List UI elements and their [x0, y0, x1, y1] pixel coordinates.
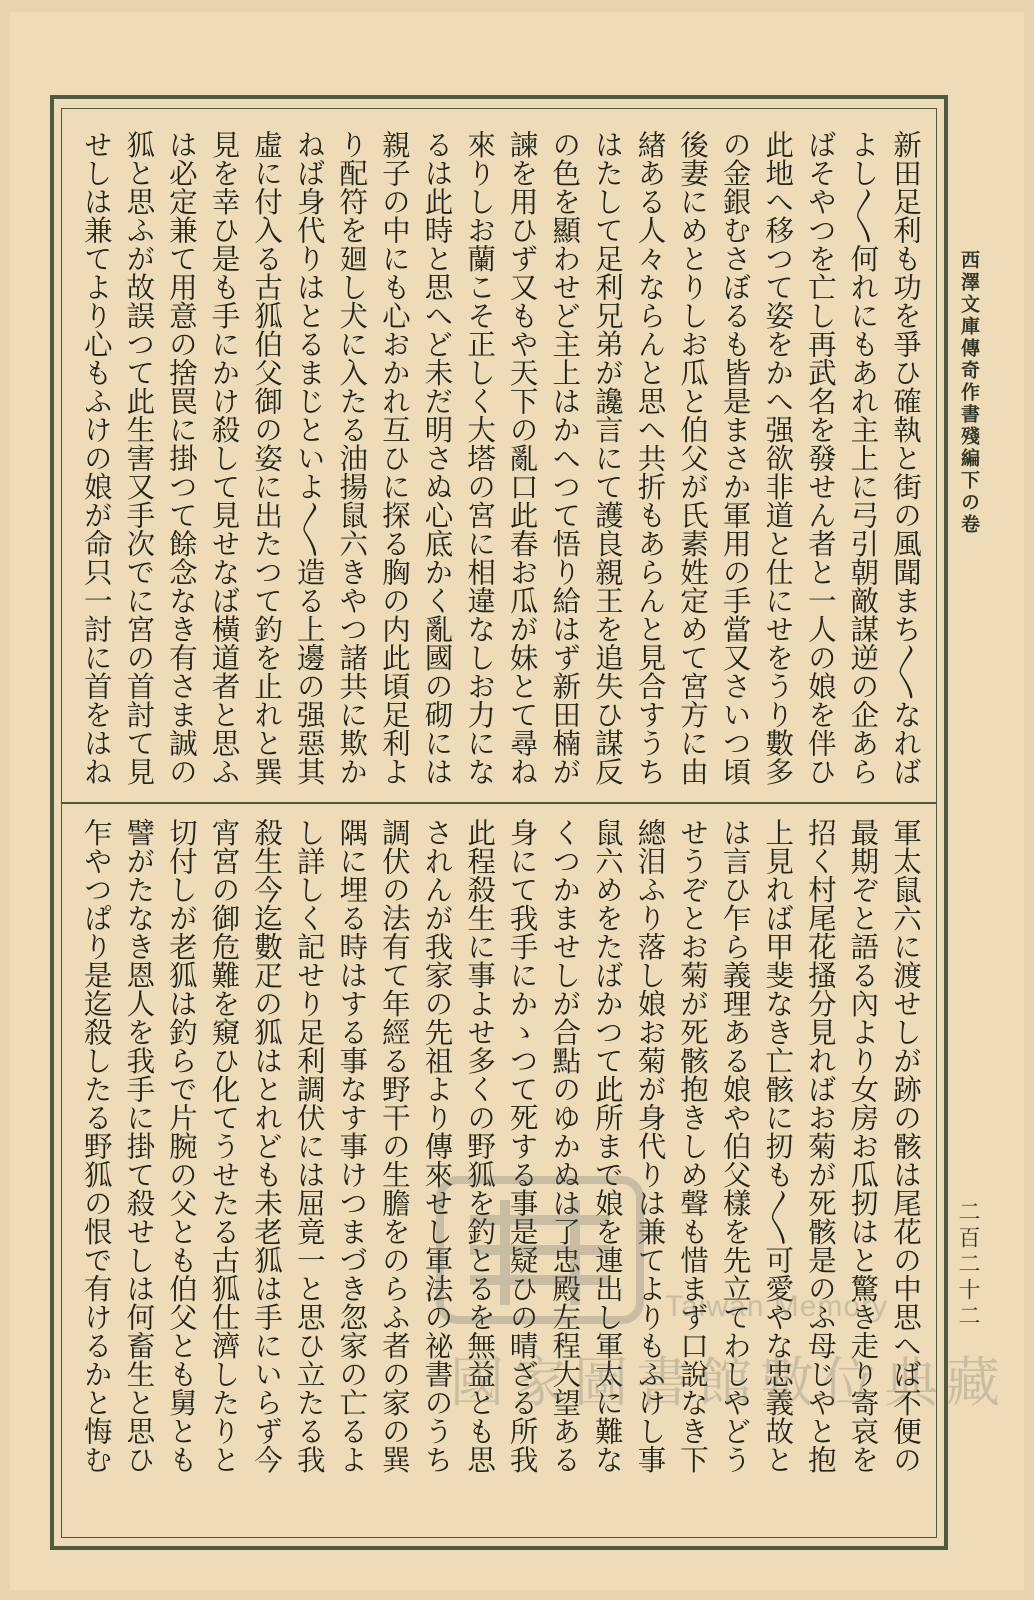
text-column: 此地へ移つて姿をかへ强欲非道と仕にせをうり數多: [761, 130, 795, 786]
text-column: 切付しが老狐は釣らで片腕の父とも伯父とも舅とも: [164, 818, 198, 1474]
text-column: されんが我家の先祖より傳來せし軍法の祕書のうち: [420, 818, 454, 1474]
text-column: 此程殺生に事よせ多くの野狐を釣とるを無益とも思: [463, 818, 497, 1474]
text-column: 最期ぞと語る內より女房お瓜扨はと驚き走り寄哀を: [846, 818, 880, 1474]
text-column: くつかませしが合點のゆかぬは了忠殿左程大望ある: [548, 818, 582, 1474]
text-column: り配符を廻し犬に入たる油揚鼠六きやつ諸共に欺か: [335, 130, 369, 786]
center-divider-rule: [61, 802, 937, 804]
text-column: はたして足利兄弟が讒言にて護良親王を追失ひ謀反: [590, 130, 624, 786]
text-column: 狐と思ふが故誤つて此生害又手次でに宮の首討て見: [122, 130, 156, 786]
text-column: 見を幸ひ是も手にかけ殺して見せなば橫道者と思ふ: [207, 130, 241, 786]
text-column: 親子の中にも心おかれ互ひに探る胸の内此頃足利よ: [377, 130, 411, 786]
text-column: ばそやつを亡し再武名を發せん者と一人の娘を伴ひ: [803, 130, 837, 786]
text-column: は必定兼て用意の捨罠に掛つて餘念なき有さま誠の: [164, 130, 198, 786]
text-column: せしは兼てより心もふけの娘が命只一討に首をはね: [79, 130, 113, 786]
text-column: ねば身代りはとるまじといよ〳〵造る上邊の强惡其: [292, 130, 326, 786]
text-column: 宵宮の御危難を窺ひ化てうせたる古狐仕濟したりと: [207, 818, 241, 1474]
text-column: 虛に付入る古狐伯父御の姿に出たつて釣を止れと巽: [250, 130, 284, 786]
page-number: 二百二十二: [955, 1200, 980, 1330]
text-column: 緖ある人々ならんと思へ共折もあらんと見合すうち: [633, 130, 667, 786]
text-column: 調伏の法有て年經る野干の生膽をのらふ者の家の巽: [377, 818, 411, 1474]
text-column: せうぞとお菊が死骸抱きしめ聲も惜まず口說なき下: [676, 818, 710, 1474]
text-column: 諫を用ひず又もや天下の亂口此春お瓜が妹とて尋ね: [505, 130, 539, 786]
text-column: 譬がたなき恩人を我手に掛て殺せしは何畜生と思ひ: [122, 818, 156, 1474]
text-column: 殺生今迄數疋の狐はとれども未老狐は手にいらず今: [250, 818, 284, 1474]
upper-text-block: [72, 130, 926, 796]
running-head: 西澤文庫傳奇作書殘編下の卷: [958, 250, 980, 536]
text-column: の金銀むさぼるも皆是まさか軍用の手當又さいつ頃: [718, 130, 752, 786]
text-column: の色を顯わせど主上はかへつて悟り給はず新田楠が: [548, 130, 582, 786]
text-column: 軍太鼠六に渡せしが跡の骸は尾花の中思へば不便の: [889, 818, 922, 1474]
text-column: 鼠六めをたばかつて此所まで娘を連出し軍太に難な: [590, 818, 624, 1474]
text-column: 乍やつぱり是迄殺したる野狐の恨で有けるかと悔む: [79, 818, 113, 1474]
watermark-english: Taiwan Memory: [665, 1290, 889, 1323]
watermark-chinese: 國家圖書館數位典藏: [450, 1351, 1008, 1414]
text-column: 總泪ふり落し娘お菊が身代りは兼てよりもふけし事: [633, 818, 667, 1474]
lower-text-block: [72, 818, 926, 1518]
text-column: 來りしお蘭こそ正しく大塔の宮に相違なしお力にな: [463, 130, 497, 786]
text-column: 後妻にめとりしお瓜と伯父が氏素姓定めて宮方に由: [676, 130, 710, 786]
text-column: し詳しく記せり足利調伏には屈竟一と思ひ立たる我: [292, 818, 326, 1474]
text-column: 上見れば甲斐なき亡骸に扨も〳〵可愛やな忠義故と: [761, 818, 795, 1474]
text-column: は言ひ乍ら義理ある娘や伯父樣を先立てわしやどう: [718, 818, 752, 1474]
text-column: 新田足利も功を爭ひ確執と街の風聞まち〳〵なれば: [889, 130, 922, 786]
text-column: 招く村尾花搔分見ればお菊が死骸是のふ母じやと抱: [803, 818, 837, 1474]
text-column: るは此時と思へど未だ明さぬ心底かく亂國の砌には: [420, 130, 454, 786]
text-column: 隅に埋る時はする事なす事けつまづき忽家の亡るよ: [335, 818, 369, 1474]
text-column: 身にて我手にかゝつて死する事是疑ひの晴ざる所我: [505, 818, 539, 1474]
text-column: よし〳〵何れにもあれ主上に弓引朝敵謀逆の企あら: [846, 130, 880, 786]
